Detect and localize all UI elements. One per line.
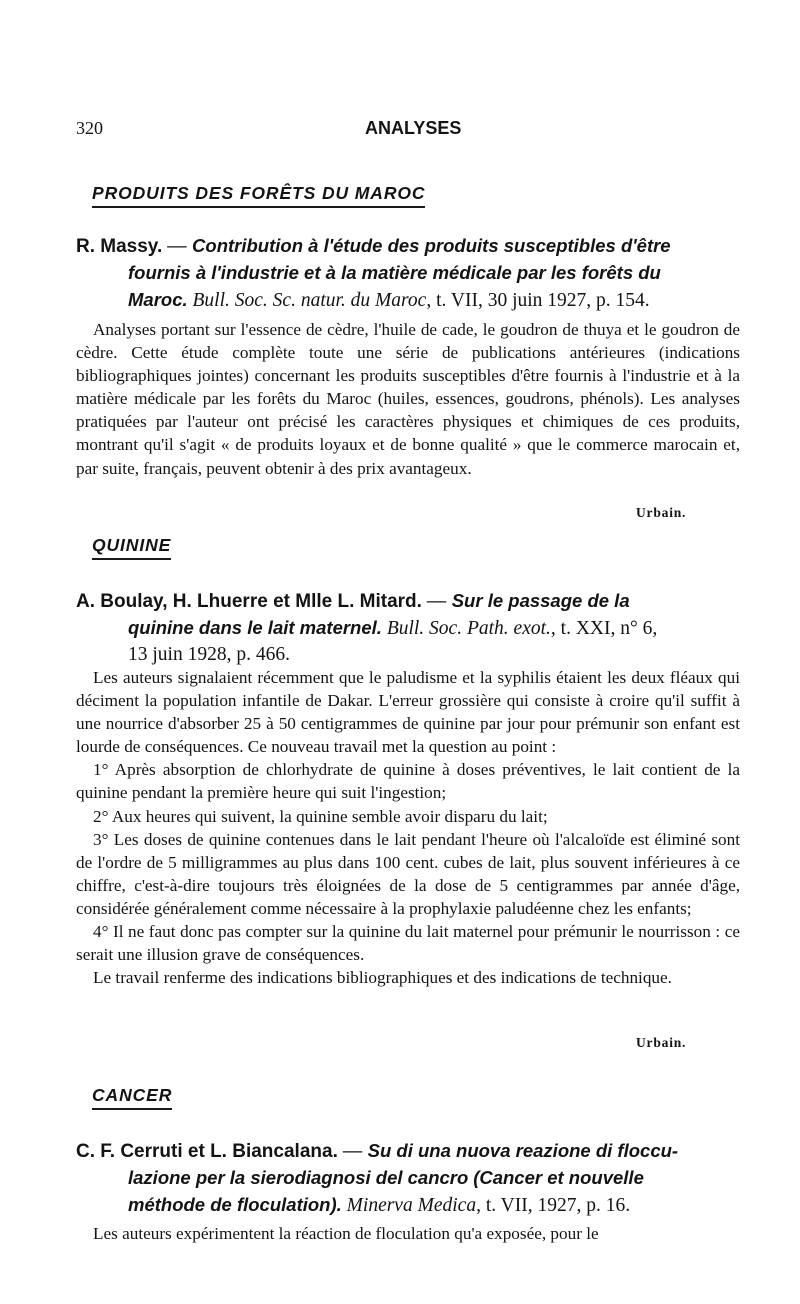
citation-authors: R. Massy. xyxy=(76,236,163,257)
citation-authors: C. F. Cerruti et L. Biancalana. xyxy=(76,1141,338,1162)
citation-journal: Bull. Soc. Sc. natur. du Maroc xyxy=(192,290,427,311)
citation-title-cont: quinine dans le lait maternel. xyxy=(128,617,382,638)
citation-title-cont: fournis à l'industrie et à la matière médicale par les forêts du xyxy=(128,262,661,283)
abstract-cerruti xyxy=(76,1222,740,1245)
citation-title-french: (Cancer et nouvelle xyxy=(473,1167,644,1188)
citation-authors: A. Boulay, H. Lhuerre et Mlle L. Mitard. xyxy=(76,591,422,612)
section-heading-quinine: QUININE xyxy=(92,535,171,560)
citation-cerruti: C. F. Cerruti et L. Biancalana. — Su di una nuova reazione di floccu- lazione per la sierodiagnosi del cancro (Cancer et nouvelle méthode de floculation). Minerva Medica, t. VII, 1927, p. 16. xyxy=(76,1140,679,1216)
citation-reference: , t. XXI, n° 6, xyxy=(550,618,658,639)
citation-journal: Minerva Medica xyxy=(346,1195,477,1216)
citation-boulay: A. Boulay, H. Lhuerre et Mlle L. Mitard. — Sur le passage de la quinine dans le lait maternel. Bull. Soc. Path. exot., t. XXI, n° 6, 13 juin 1928, p. 466. xyxy=(76,590,658,665)
abstract-paragraph: Analyses portant sur l'essence de cèdre, l'huile de cade, le goudron de thuya et le goudron de cèdre. Cette étude complète toute une série de publications antérieures (indications bibliographiques jointes) concernant les produits susceptibles d'être fournis à l'industrie et à la matière médicale par les forêts du Maroc (huiles, essences, goudrons, phénols). Les analyses pratiquées par l'auteur ont précisé les caractères physiques et chimiques de ces produits, montrant qu'il s'agit « de produits loyaux et de bonne qualité » que le commerce marocain et, par suite, français, peuvent obtenir à des prix avantageux. xyxy=(76,320,740,478)
abstract-paragraph-closing: Le travail renferme des indications bibliographiques et des indications de technique. xyxy=(93,968,672,988)
abstract-point-1: 1° Après absorption de chlorhydrate de quinine à doses préventives, le lait contient de la quinine pendant la première heure qui suit l'ingestion; xyxy=(76,760,740,803)
citation-reference: , t. VII, 30 juin 1927, p. 154. xyxy=(426,290,650,311)
citation-title: Su di una nuova reazione di floccu- xyxy=(367,1140,679,1161)
abstract-point-2: 2° Aux heures qui suivent, la quinine semble avoir disparu du lait; xyxy=(93,806,548,826)
citation-title-cont: lazione per la sierodiagnosi del cancro xyxy=(128,1167,469,1188)
abstract-point-4: 4° Il ne faut donc pas compter sur la quinine du lait maternel pour prémunir le nourrisson : ce serait une illusion grave de conséquences. xyxy=(76,922,740,965)
abstract-paragraph: Les auteurs signalaient récemment que le paludisme et la syphilis étaient les deux fléaux qui déciment la population infantile de Dakar. L'erreur grossière qui consiste à croire qu'il suffit à une nourrice d'absorber 25 à 50 centigrammes de quinine par jour pour prémunir son enfant est lourde de conséquences. Ce nouveau travail met la question au point : xyxy=(76,668,740,757)
section-heading-produits: PRODUITS DES FORÊTS DU MAROC xyxy=(92,183,425,208)
running-title: ANALYSES xyxy=(365,118,462,138)
citation-title: Sur le passage de la xyxy=(451,590,630,611)
page-number: 320 xyxy=(76,118,103,138)
abstract-point-3: 3° Les doses de quinine contenues dans le lait pendant l'heure où l'alcaloïde est éliminé sont de l'ordre de 5 milligrammes au plus dans 100 cent. cubes de lait, plus souvent inférieures à ce chiffre, c'est-à-dire toujours très éloignées de la dose de 5 centigrammes par année d'âge, considérée généralement comme nécessaire à la prophylaxie paludéenne chez les enfants; xyxy=(76,829,740,918)
signature-urbain: Urbain. xyxy=(636,1035,687,1050)
page-header xyxy=(0,118,800,144)
citation-reference-date: 13 juin 1928, p. 466. xyxy=(128,644,290,665)
abstract-boulay xyxy=(76,666,740,989)
section-heading-cancer: CANCER xyxy=(92,1085,172,1110)
citation-reference: , t. VII, 1927, p. 16. xyxy=(476,1195,631,1216)
abstract-massy xyxy=(76,318,740,480)
abstract-paragraph: Les auteurs expérimentent la réaction de floculation qu'a exposée, pour le xyxy=(93,1224,599,1243)
citation-title-end: Maroc. xyxy=(128,289,188,310)
signature-urbain: Urbain. xyxy=(636,505,687,520)
citation-massy: R. Massy. — Contribution à l'étude des produits susceptibles d'être fournis à l'industrie et à la matière médicale par les forêts du Maroc. Bull. Soc. Sc. natur. du Maroc, t. VII, 30 juin 1927, p. 154. xyxy=(76,235,671,311)
citation-title-end: méthode de floculation). xyxy=(128,1194,342,1215)
citation-title: Contribution à l'étude des produits susceptibles d'être xyxy=(192,235,671,256)
citation-journal: Bull. Soc. Path. exot. xyxy=(386,618,551,639)
